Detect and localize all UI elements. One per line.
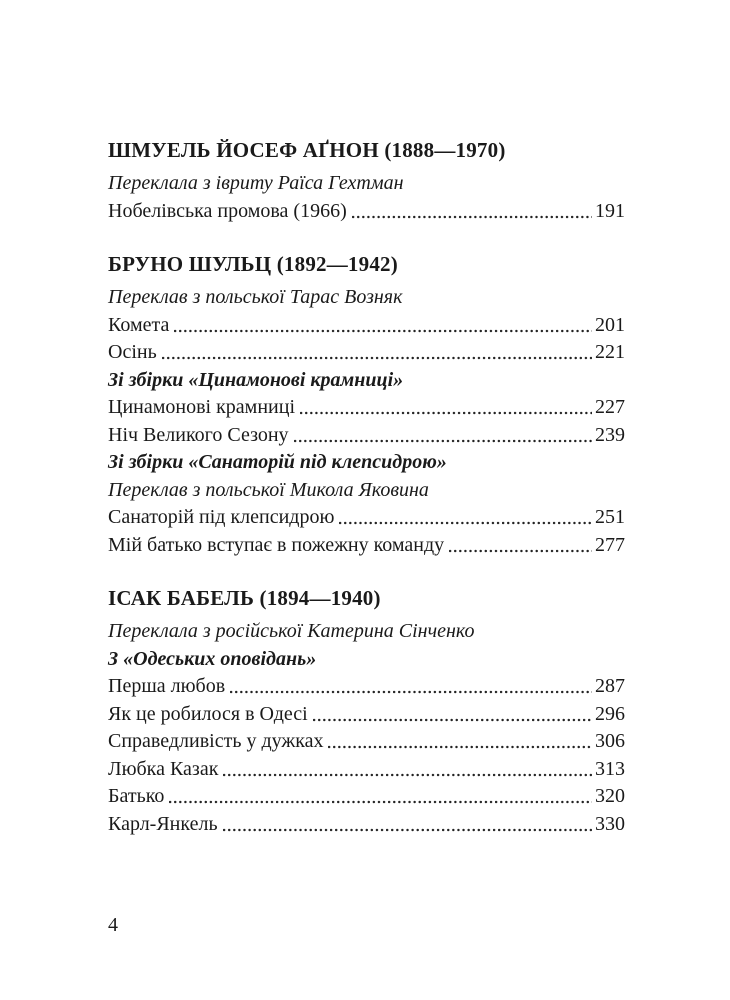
entry-title: Комета: [108, 313, 170, 336]
entry-page-number: 306: [595, 730, 625, 752]
entry-title: Як це робилося в Одесі: [108, 702, 308, 725]
toc-entry: [108, 312, 625, 340]
toc-entry: [108, 783, 625, 811]
dot-leader: [328, 745, 592, 749]
entry-title: Цинамонові крамниці: [108, 396, 296, 418]
entry-page-number: 296: [595, 702, 625, 725]
entry-title: Мій батько вступає в пожежну команду: [108, 533, 445, 556]
dot-leader: [169, 800, 592, 804]
entry-title: Осінь: [108, 341, 157, 363]
entry-title: Справедливість у дужках: [108, 730, 324, 752]
entry-page-number: 227: [595, 396, 625, 418]
translator-note: Переклав з польської Тарас Возняк: [108, 286, 403, 308]
collection-subheading: Зі збірки «Санаторій під клепсидрою»: [108, 451, 447, 473]
entry-title: Ніч Великого Сезону: [108, 423, 289, 446]
dot-leader: [339, 521, 592, 525]
collection-subheading: Зі збірки «Цинамонові крамниці»: [108, 368, 404, 391]
toc-entry: [108, 728, 625, 756]
entry-page-number: 320: [595, 785, 625, 807]
collection-subheading: З «Одеських оповідань»: [108, 647, 317, 670]
entry-page-number: 191: [595, 199, 625, 222]
toc-entry: [108, 701, 625, 729]
author-heading: ШМУЕЛЬ ЙОСЕФ АҐНОН (1888—1970): [108, 138, 506, 162]
entry-page-number: 201: [595, 313, 625, 336]
entry-title: Карл-Янкель: [108, 812, 218, 835]
translator-note: Переклала з російської Катерина Сінченко: [108, 620, 475, 642]
dot-leader: [223, 773, 592, 777]
toc-entry: [108, 673, 625, 701]
dot-leader: [223, 828, 592, 832]
dot-leader: [162, 356, 592, 360]
toc-entry: [108, 394, 625, 422]
toc-section: [108, 250, 625, 559]
dot-leader: [352, 215, 592, 219]
table-of-contents: [108, 136, 625, 863]
dot-leader: [300, 411, 592, 415]
entry-title: Батько: [108, 785, 165, 807]
entry-page-number: 221: [595, 341, 625, 363]
dot-leader: [294, 439, 592, 443]
dot-leader: [313, 718, 592, 722]
toc-entry: [108, 811, 625, 839]
entry-page-number: 277: [595, 533, 625, 556]
toc-section: [108, 136, 625, 225]
entry-title: Санаторій під клепсидрою: [108, 506, 335, 528]
toc-section: [108, 584, 625, 838]
author-heading: БРУНО ШУЛЬЦ (1892—1942): [108, 252, 398, 276]
entry-page-number: 313: [595, 757, 625, 780]
toc-entry: [108, 198, 625, 226]
page-number: 4: [108, 914, 118, 936]
translator-note: Переклав з польської Микола Яковина: [108, 478, 429, 501]
dot-leader: [174, 329, 592, 333]
author-heading: ІСАК БАБЕЛЬ (1894—1940): [108, 586, 381, 610]
entry-title: Нобелівська промова (1966): [108, 199, 347, 222]
toc-entry: [108, 756, 625, 784]
entry-page-number: 330: [595, 812, 625, 835]
entry-title: Любка Казак: [108, 757, 219, 780]
toc-entry: [108, 532, 625, 560]
dot-leader: [230, 690, 592, 694]
entry-page-number: 251: [595, 506, 625, 528]
dot-leader: [449, 549, 592, 553]
toc-entry: [108, 504, 625, 532]
toc-entry: [108, 339, 625, 367]
toc-entry: [108, 422, 625, 450]
entry-page-number: 287: [595, 675, 625, 697]
translator-note: Переклала з івриту Раїса Гехтман: [108, 172, 404, 194]
entry-title: Перша любов: [108, 675, 226, 697]
entry-page-number: 239: [595, 423, 625, 446]
